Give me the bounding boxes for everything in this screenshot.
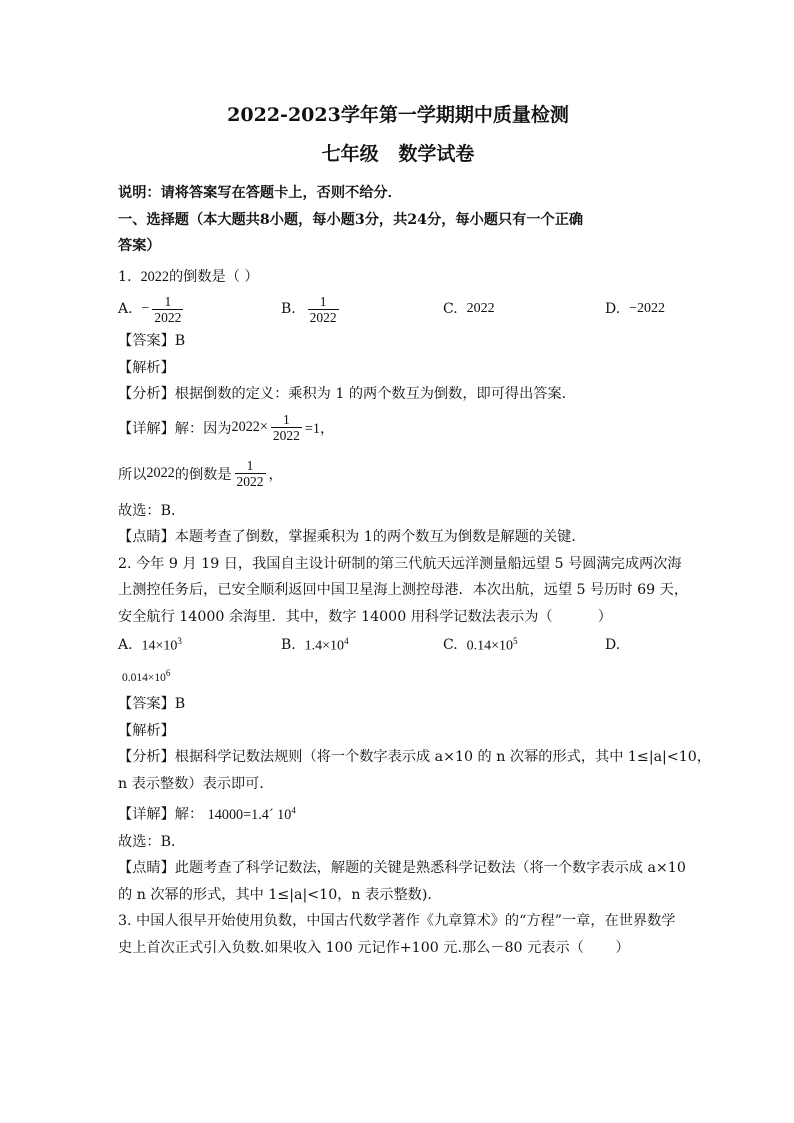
exam-page: [118, 96, 711, 961]
q1-detail: 【详解】解：因为 2022× $\frac{1}{2022}$ =1，: [118, 412, 335, 443]
q1-option-b[interactable]: B. $\frac{1}{2022}$: [281, 293, 337, 325]
q2-option-c[interactable]: C. $0.14\times 10^5$: [443, 635, 518, 654]
q1-analysis-title: 【解析】: [118, 359, 175, 376]
q1-choose: 故选：B．: [118, 502, 186, 519]
q2-detail: 【详解】解： 14000=1.4´ $10^4$: [118, 805, 296, 824]
q2-stem-line1: 2. 今年 9 月 19 日，我国自主设计研制的第三代航天远洋测量船远望 5 号圆满完成两次海: [118, 555, 682, 572]
section1-heading: 一、选择题（本大题共8小题，每小题3分，共24分，每小题只有一个正确: [118, 211, 584, 228]
q1-analysis: 【分析】根据倒数的定义：乘积为 1 的两个数互为倒数，即可得出答案．: [118, 386, 576, 402]
q1-option-a[interactable]: A. − $\frac{1}{2022}$: [118, 293, 182, 325]
q2-option-d[interactable]: D.: [605, 637, 621, 653]
q2-comment-line1: 【点睛】此题考查了科学记数法，解题的关键是熟悉科学记数法（将一个数字表示成 a×10: [118, 860, 686, 877]
q2-analysis-title: 【解析】: [118, 722, 175, 739]
exam-title: 2022-2023学年第一学期期中质量检测: [227, 104, 569, 126]
q2-option-a[interactable]: A. $14\times 10^3$: [118, 635, 182, 654]
q3-stem-line1: 3. 中国人很早开始使用负数，中国古代数学著作《九章算术》的“方程”一章，在世界数学: [118, 913, 676, 930]
q2-stem-line2: 上测控任务后，已安全顺利返回中国卫星海上测控母港．本次出航，远望 5 号历时 69 天，: [118, 582, 689, 598]
q2-comment-line2: 的 n 次幂的形式，其中 1≤|a|<10，n 表示整数)．: [118, 886, 442, 903]
fraction: $\frac{1}{2022}$: [236, 458, 264, 489]
q2-options: [118, 630, 678, 660]
q1-answer: 【答案】B: [118, 333, 186, 349]
q1-conclusion: 所以 2022 的倒数是 $\frac{1}{2022}$ ，: [118, 458, 283, 489]
exam-subtitle: 七年级 数学试卷: [321, 143, 475, 165]
q1-stem: 1. 2022的倒数是（ ）: [118, 268, 259, 285]
fraction: $\frac{1}{2022}$: [272, 412, 300, 443]
q3-stem-line2: 史上首次正式引入负数.如果收入 100 元记作+100 元.那么－80 元表示（ ）: [118, 939, 630, 956]
instructions-note: 说明：请将答案写在答题卡上，否则不给分．: [118, 185, 402, 201]
fraction: $\frac{1}{2022}$: [309, 293, 337, 325]
q2-analysis-line2: n 表示整数）表示即可．: [118, 775, 274, 792]
q1-comment: 【点睛】本题考查了倒数，掌握乘积为 1的两个数互为倒数是解题的关键．: [118, 529, 586, 545]
q1-option-d[interactable]: D. −2022: [605, 301, 665, 317]
fraction: $\frac{1}{2022}$: [154, 293, 182, 325]
q2-option-d-value: $0.014\times 10^6$: [122, 668, 171, 684]
q1-option-c[interactable]: C. 2022: [443, 301, 495, 317]
section1-heading-cont: 答案）: [118, 238, 161, 254]
q2-answer: 【答案】B: [118, 696, 186, 713]
q1-options: [118, 290, 678, 328]
q2-choose: 故选：B．: [118, 833, 186, 850]
q2-stem-line3: 安全航行 14000 余海里．其中，数字 14000 用科学记数法表示为（ ）: [118, 608, 612, 625]
q2-option-b[interactable]: B. $1.4\times 10^4$: [281, 635, 349, 654]
q2-analysis-line1: 【分析】根据科学记数法规则（将一个数字表示成 a×10 的 n 次幂的形式，其中 1≤|a|<10，: [118, 749, 711, 766]
